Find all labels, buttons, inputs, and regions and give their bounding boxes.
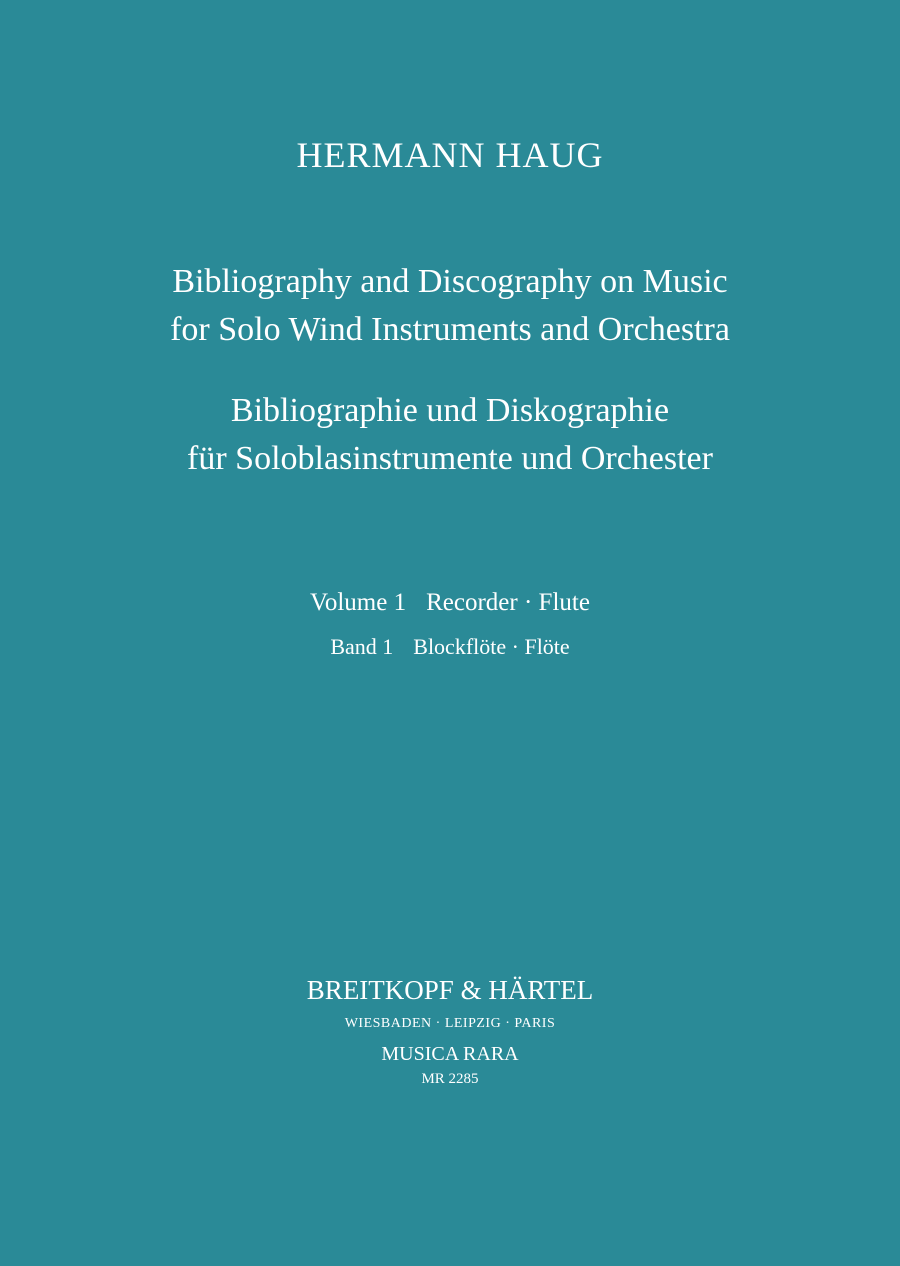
german-volume-label: Band 1 [330,634,394,659]
german-title-line-2: für Soloblasinstrumente und Orchester [187,440,713,477]
german-title-line-1: Bibliographie und Diskographie [230,392,670,429]
english-volume-line [0,587,900,619]
english-volume-instruments: Recorder · Flute [426,589,590,616]
german-volume-line [0,632,900,662]
german-volume-instruments: Blockflöte · Flöte [413,634,570,659]
english-title-line-1: Bibliography and Discography on Music [172,263,728,300]
author-name: HERMANN HAUG [296,135,604,175]
imprint-name: MUSICA RARA [381,1043,519,1065]
english-volume-label: Volume 1 [310,589,407,616]
publisher-name: BREITKOPF & HÄRTEL [306,975,594,1005]
english-title-line-2: for Solo Wind Instruments and Orchestra [170,311,730,348]
catalog-number: MR 2285 [421,1071,479,1087]
publisher-cities: WIESBADEN · LEIPZIG · PARIS [344,1016,556,1031]
